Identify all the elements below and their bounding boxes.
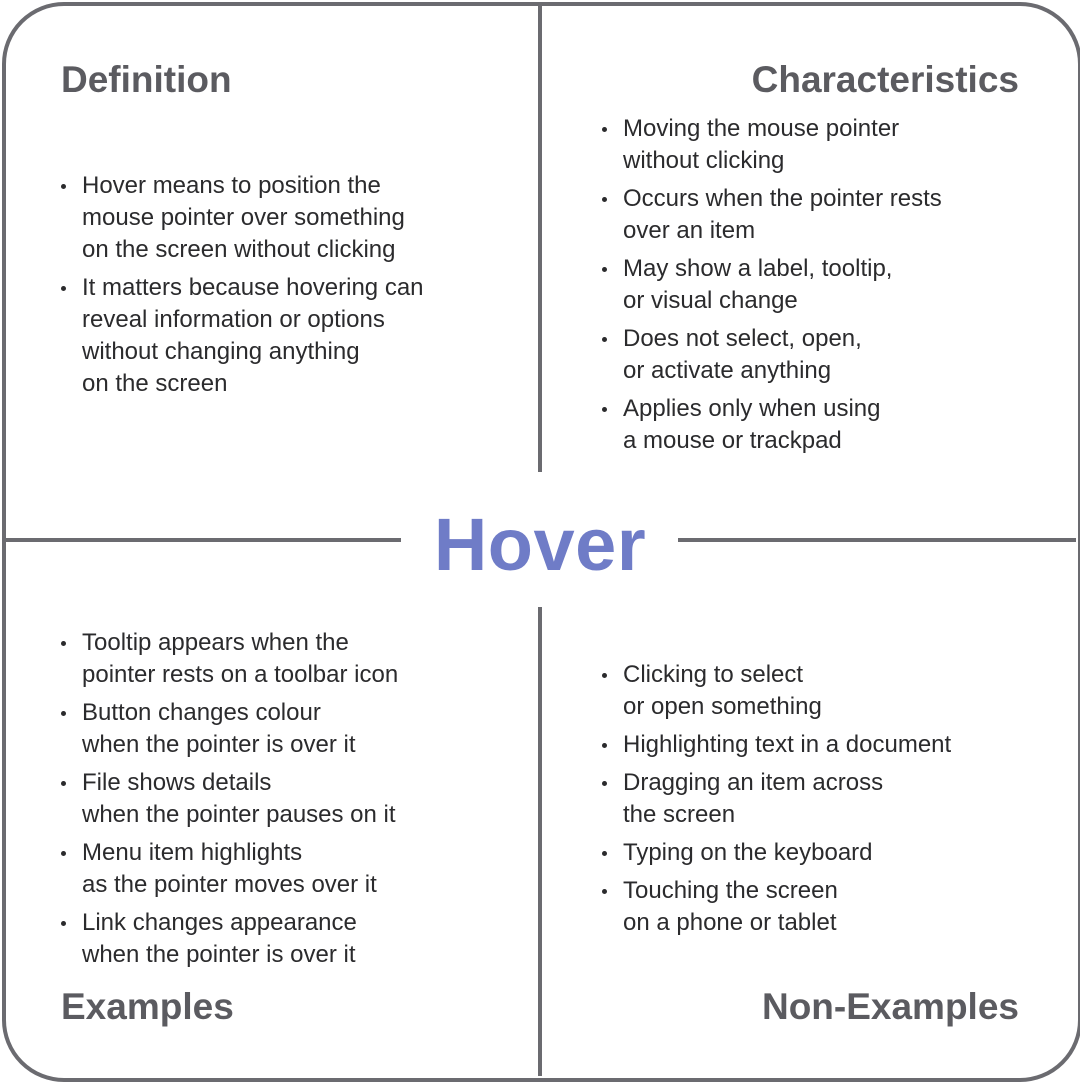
list-item: It matters because hovering can reveal information or options without changing anything on the screen	[61, 272, 521, 400]
list-item: Link changes appearance when the pointer is over it	[61, 907, 521, 971]
list-item: Occurs when the pointer rests over an item	[602, 183, 1062, 247]
list-item: Tooltip appears when the pointer rests on a toolbar icon	[61, 627, 521, 691]
list-item: Touching the screen on a phone or tablet	[602, 875, 1062, 939]
list-item: Applies only when using a mouse or trackpad	[602, 393, 1062, 457]
list-item: Typing on the keyboard	[602, 837, 1062, 869]
list-item: Hover means to position the mouse pointer over something on the screen without clicking	[61, 170, 521, 266]
list-item: Does not select, open, or activate anything	[602, 323, 1062, 387]
list-item: File shows details when the pointer pauses on it	[61, 767, 521, 831]
examples-heading: Examples	[61, 986, 234, 1027]
list-item: Menu item highlights as the pointer moves over it	[61, 837, 521, 901]
non-examples-list	[602, 659, 1062, 945]
list-item: Clicking to select or open something	[602, 659, 1062, 723]
characteristics-heading: Characteristics	[751, 59, 1019, 100]
center-concept-title: Hover	[433, 503, 647, 586]
list-item: May show a label, tooltip, or visual change	[602, 253, 1062, 317]
definition-list	[61, 170, 521, 406]
list-item: Dragging an item across the screen	[602, 767, 1062, 831]
list-item: Button changes colour when the pointer is over it	[61, 697, 521, 761]
vertical-divider-bottom	[538, 607, 542, 1076]
definition-heading: Definition	[61, 59, 232, 100]
characteristics-list	[602, 113, 1062, 463]
list-item: Moving the mouse pointer without clicking	[602, 113, 1062, 177]
horizontal-divider-left	[6, 538, 401, 542]
horizontal-divider-right	[678, 538, 1076, 542]
vertical-divider-top	[538, 6, 542, 472]
list-item: Highlighting text in a document	[602, 729, 1062, 761]
non-examples-heading: Non-Examples	[761, 986, 1019, 1027]
examples-list	[61, 627, 521, 977]
